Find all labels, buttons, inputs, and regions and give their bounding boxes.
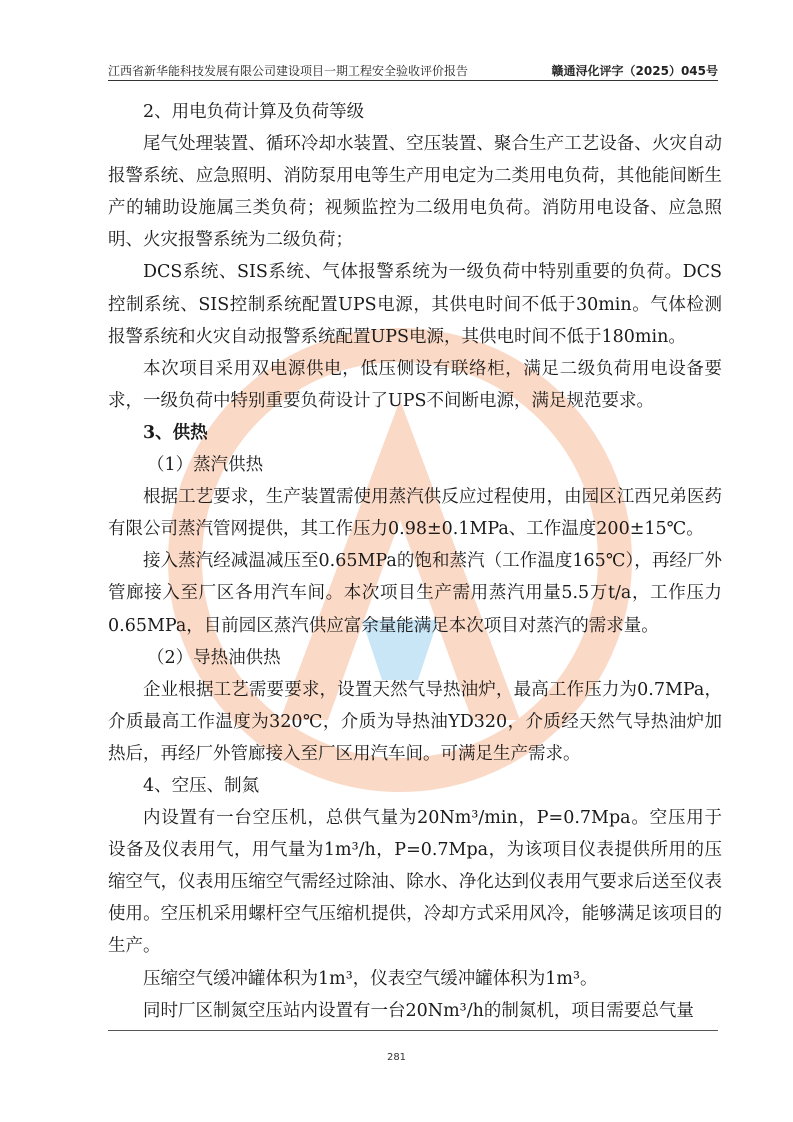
para-steam-pressure: 接入蒸汽经减温减压至0.65MPa的饱和蒸汽（工作温度165℃），再经厂外管廊接入至厂区各用汽车间。本次项目生产需用蒸汽用量5.5万t/a，工作压力0.65MPa，目前园区蒸汽供应富余量能满足本次项目对蒸汽的需求量。 [108,551,722,636]
para-steam-supply: 根据工艺要求，生产装置需使用蒸汽供反应过程使用，由园区江西兄弟医药有限公司蒸汽管网提供，其工作压力0.98±0.1MPa、工作温度200±15℃。 [108,487,722,540]
para-air-compressor: 内设置有一台空压机，总供气量为20Nm³/min，P=0.7Mpa。空压用于设备及仪表用气，用气量为1m³/h，P=0.7Mpa，为该项目仪表提供所用的压缩空气，仪表用压缩空气需经过除油、除水、净化达到仪表用气要求后送至仪表使用。空压机采用螺杆空气压缩机提供，冷却方式采用风冷，能够满足该项目的生产。 [108,808,722,957]
header-divider [108,80,718,81]
para-oil-subheading: （2）导热油供热 [147,647,281,668]
page-header [108,60,718,80]
para-air-nitrogen-heading: 4、空压、制氮 [143,775,260,796]
header-report-title: 江西省新华能科技发展有限公司建设项目一期工程安全验收评价报告 [108,64,469,78]
para-nitrogen-generator: 同时厂区制氮空压站内设置有一台20Nm³/h的制氮机，项目需要总气量 [143,1000,694,1021]
para-heating-heading: 3、供热 [143,422,208,443]
document-body [108,96,722,1027]
footer-divider [108,1030,718,1031]
para-dcs-sis-ups: DCS系统、SIS系统、气体报警系统为一级负荷中特别重要的负荷。DCS控制系统、SIS控制系统配置UPS电源，其供电时间不低于30min。气体检测报警系统和火灾自动报警系统配置UPS电源，其供电时间不低于180min。 [108,262,722,347]
header-report-number: 赣通浔化评字（2025）045号 [551,64,718,78]
para-power-load-heading: 2、用电负荷计算及负荷等级 [143,102,365,122]
para-buffer-tanks: 压缩空气缓冲罐体积为1m³，仪表空气缓冲罐体积为1m³。 [143,968,598,989]
para-power-load-class: 尾气处理装置、循环冷却水装置、空压装置、聚合生产工艺设备、火灾自动报警系统、应急照明、消防泵用电等生产用电定为二类用电负荷，其他能间断生产的辅助设施属三类负荷；视频监控为二级用电负荷。消防用电设备、应急照明、火灾报警系统为二级负荷； [108,134,722,251]
para-steam-subheading: （1）蒸汽供热 [147,455,264,476]
para-oil-heating: 企业根据工艺需要要求，设置天然气导热油炉，最高工作压力为0.7MPa，介质最高工作温度为320℃，介质为导热油YD320，介质经天然气导热油炉加热后，再经厂外管廊接入至厂区用汽车间。可满足生产需求。 [108,679,722,764]
page-number: 281 [386,1052,407,1063]
para-dual-power: 本次项目采用双电源供电，低压侧设有联络柜，满足二级负荷用电设备要求，一级负荷中特别重要负荷设计了UPS不间断电源，满足规范要求。 [108,358,722,411]
